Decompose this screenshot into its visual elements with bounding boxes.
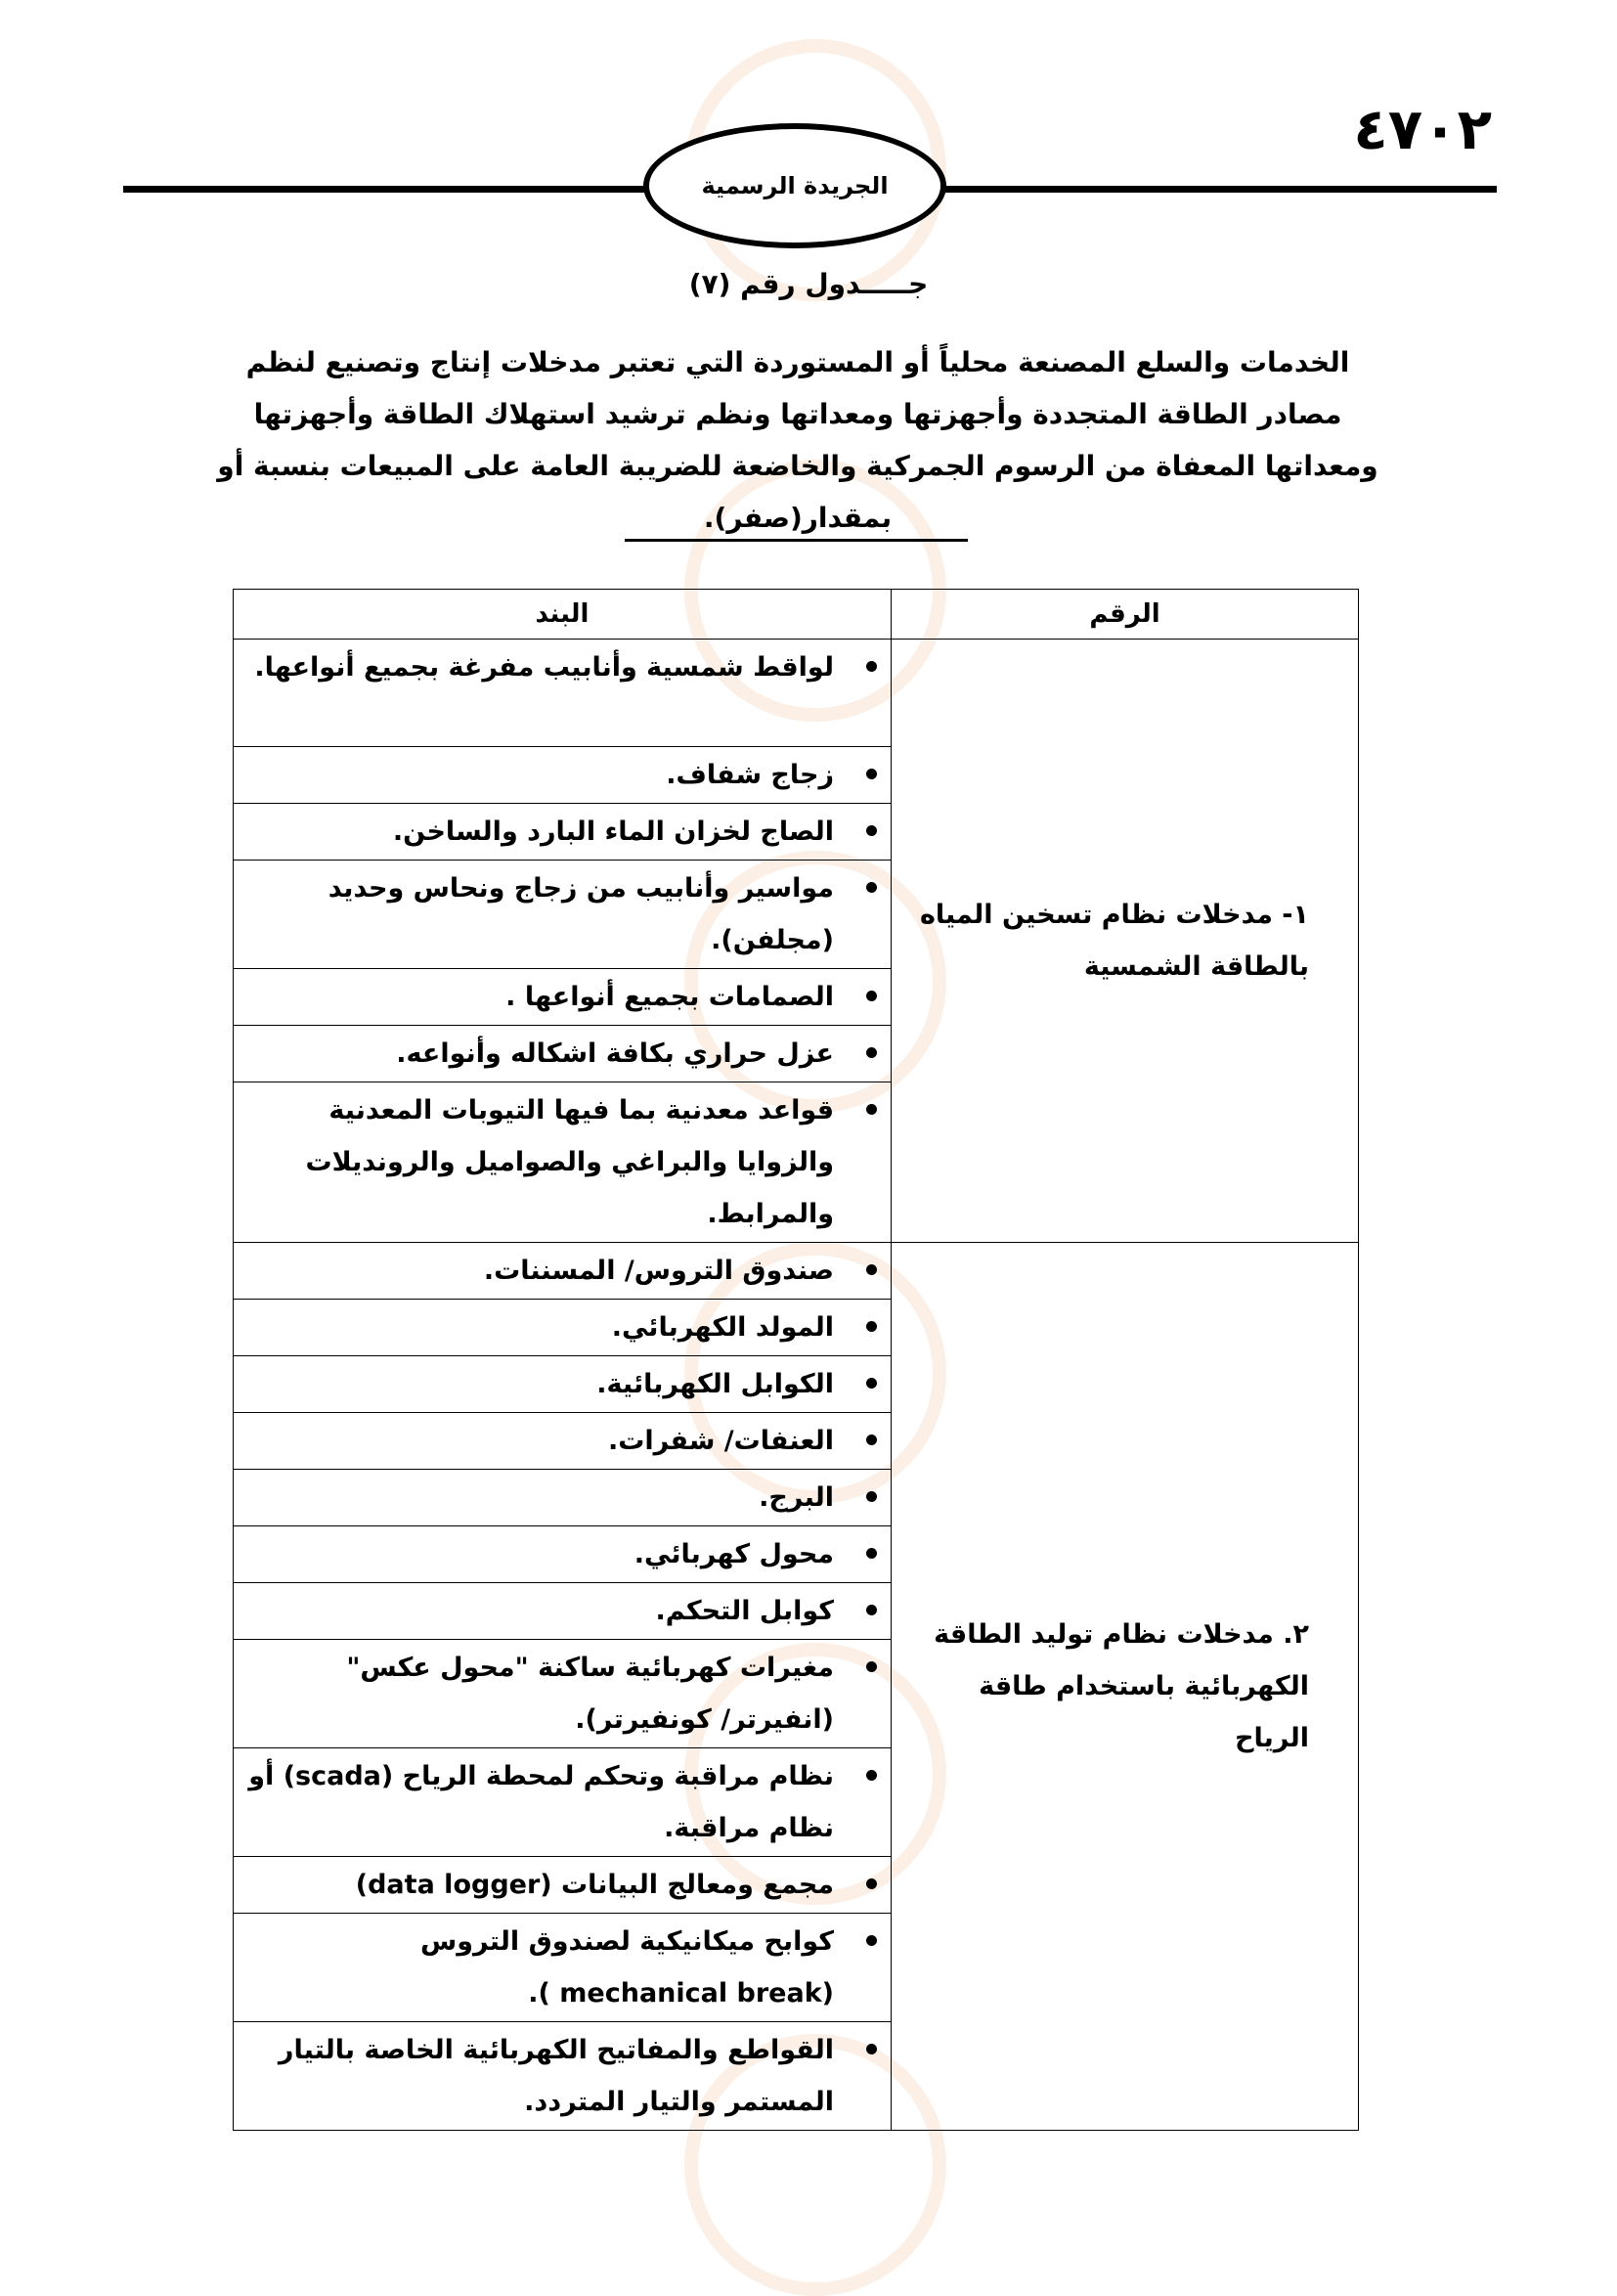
bullet-icon xyxy=(866,769,877,779)
bullet-icon xyxy=(866,825,877,836)
table-row xyxy=(234,1243,1359,1300)
item-cell xyxy=(234,2022,892,2131)
item-cell xyxy=(234,1243,892,1300)
item-cell xyxy=(234,1583,892,1640)
bullet-icon xyxy=(866,991,877,1001)
bullet-icon xyxy=(866,1321,877,1332)
bullet-icon xyxy=(866,1770,877,1781)
bullet-icon xyxy=(866,1935,877,1946)
bullet-icon xyxy=(866,1491,877,1502)
items-table xyxy=(233,589,1359,2131)
bullet-icon xyxy=(866,661,877,672)
item-cell xyxy=(234,1300,892,1356)
item-cell xyxy=(234,1356,892,1413)
divider xyxy=(625,539,968,542)
item-text: الكوابل الكهربائية. xyxy=(596,1369,834,1399)
bullet-icon xyxy=(866,1878,877,1889)
item-text: صندوق التروس/ المسننات. xyxy=(483,1256,834,1286)
item-text: مغيرات كهربائية ساكنة "محول عكس" (انفيرتر/ كونفيرتر). xyxy=(346,1653,834,1735)
bullet-icon xyxy=(866,1104,877,1115)
item-text: مجمع ومعالج البيانات (data logger) xyxy=(355,1870,834,1900)
gazette-name: الجريدة الرسمية xyxy=(701,172,889,199)
bullet-icon xyxy=(866,1548,877,1559)
bullet-icon xyxy=(866,1605,877,1615)
item-text: البرج. xyxy=(759,1482,834,1513)
item-cell xyxy=(234,640,892,747)
item-text: قواعد معدنية بما فيها التيوبات المعدنية والزوايا والبراغي والصواميل والرونديلات والمرابط. xyxy=(305,1095,834,1229)
group-label: ١- مدخلات نظام تسخين المياه بالطاقة الشمسية xyxy=(892,640,1359,1243)
item-cell xyxy=(234,1413,892,1470)
item-cell xyxy=(234,1914,892,2022)
item-cell xyxy=(234,804,892,861)
group-label: ٢. مدخلات نظام توليد الطاقة الكهربائية باستخدام طاقة الرياح xyxy=(892,1243,1359,2131)
item-text: كوابل التحكم. xyxy=(655,1596,834,1626)
header-number: الرقم xyxy=(892,590,1359,640)
gazette-emblem xyxy=(643,123,946,248)
bullet-icon xyxy=(866,1264,877,1275)
item-cell xyxy=(234,1640,892,1748)
item-cell xyxy=(234,1857,892,1914)
item-text: محول كهربائي. xyxy=(634,1539,834,1569)
item-text: لواقط شمسية وأنابيب مفرغة بجميع أنواعها. xyxy=(254,652,834,683)
item-text: مواسير وأنابيب من زجاج ونحاس وحديد (مجلفن). xyxy=(328,873,834,955)
bullet-icon xyxy=(866,1435,877,1445)
item-text: زجاج شفاف. xyxy=(666,760,834,790)
item-cell xyxy=(234,1082,892,1243)
page-number: ٤٧٠٢ xyxy=(1353,96,1492,162)
item-text: الصاج لخزان الماء البارد والساخن. xyxy=(392,817,834,847)
item-cell xyxy=(234,1026,892,1082)
bullet-icon xyxy=(866,882,877,893)
intro-paragraph: الخدمات والسلع المصنعة محلياً أو المستوردة التي تعتبر مدخلات إنتاج وتصنيع لنظم مصادر الطاقة المتجددة وأجهزتها ومعداتها ونظم ترشيد استهلاك الطاقة وأجهزتها ومعداتها المعفاة من الرسوم الجمركية والخاضعة للضريبة العامة على المبيعات بنسبة أو بمقدار(صفر). xyxy=(217,346,1378,534)
bullet-icon xyxy=(866,1661,877,1672)
item-cell xyxy=(234,861,892,969)
header-item: البند xyxy=(234,590,892,640)
item-text: كوابح ميكانيكية لصندوق التروس (mechanical break ). xyxy=(419,1926,834,2009)
item-cell xyxy=(234,1526,892,1583)
item-text: المولد الكهربائي. xyxy=(611,1312,834,1343)
item-cell xyxy=(234,1748,892,1857)
table-row xyxy=(234,640,1359,747)
item-text: الصمامات بجميع أنواعها . xyxy=(505,982,834,1012)
item-text: العنفات/ شفرات. xyxy=(607,1426,834,1456)
bullet-icon xyxy=(866,1047,877,1058)
bullet-icon xyxy=(866,2044,877,2054)
item-text: القواطع والمفاتيح الكهربائية الخاصة بالتيار المستمر والتيار المتردد. xyxy=(278,2035,834,2117)
item-text: عزل حراري بكافة اشكاله وأنواعه. xyxy=(396,1038,834,1069)
item-cell xyxy=(234,969,892,1026)
bullet-icon xyxy=(866,1378,877,1389)
table-title: جـــــدول رقم (٧) xyxy=(688,268,929,300)
item-cell xyxy=(234,1470,892,1526)
item-cell xyxy=(234,747,892,804)
item-text: نظام مراقبة وتحكم لمحطة الرياح (scada) أو نظام مراقبة. xyxy=(248,1761,834,1843)
